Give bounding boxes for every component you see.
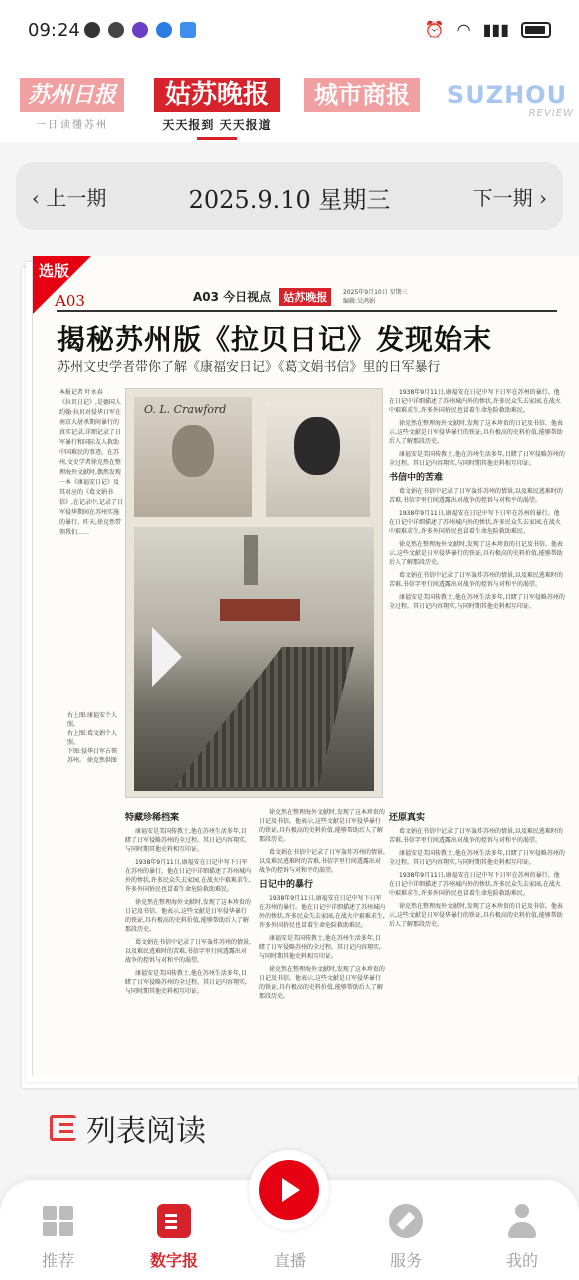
section-heading: 日记中的暴行 <box>259 880 314 890</box>
photo-signature: O. L. Crawford <box>144 403 227 416</box>
tab-label: 我的 <box>505 1251 538 1270</box>
article-paragraph: 葛文娟在书信中记录了日军轰炸苏州的情景,以及难民逃难时的苦难,书信字里行间透露出对战争的控诉与对和平的渴望。 <box>259 849 385 874</box>
paper-suzhou-review[interactable] <box>440 78 574 134</box>
section-heading: 书信中的苦难 <box>389 473 444 483</box>
photo-captions: 右上图:康福安个人照。 右上图:葛文娟个人照。 下图:侵华日军占领苏州。 徐克然供图 <box>67 712 118 764</box>
article-paragraph: 1938年9月11日,康福安在日记中写下日军在苏州的暴行。他在日记中详细描述了苏州城内外的惨状,许多民众失去家园,在战火中艰难求生,许多外国侨民也冒着生命危险救助难民。 <box>389 510 561 535</box>
article-paragraph: 葛文娟在书信中记录了日军轰炸苏州的情景,以及难民逃难时的苦难,书信字里行间透露出对战争的控诉与对和平的渴望。 <box>389 488 563 504</box>
photo-collage[interactable] <box>125 388 383 798</box>
selected-indicator <box>197 137 237 140</box>
battery-icon <box>521 22 551 38</box>
browser-icon <box>156 22 172 38</box>
flag-shape <box>152 627 182 687</box>
mail-icon <box>180 22 196 38</box>
article-headline[interactable]: 揭秘苏州版《拉贝日记》发现始末 <box>57 323 493 356</box>
tab-service[interactable] <box>366 1204 446 1271</box>
list-read-button[interactable] <box>50 1106 206 1150</box>
troops-shape <box>174 647 354 787</box>
paper-logo: 苏州日报 <box>20 78 124 112</box>
notification-icons <box>84 22 196 38</box>
list-icon <box>50 1115 76 1141</box>
section-heading: 特藏珍稀档案 <box>125 813 180 823</box>
article-right-column <box>389 388 565 615</box>
article-paragraph: 康福安是美国传教士,他在苏州生活多年,目睹了日军侵略苏州的全过程。其日记内容翔实,与同时期其他史料相互印证。 <box>259 935 381 960</box>
section-heading: 还原真实 <box>389 813 426 823</box>
article-paragraph: 徐克然在整理海外文献时,发现了这本珍贵的日记及书信。他表示,这些文献是日军侵华暴行的铁证,具有极高的史料价值,能够帮助后人了解那段历史。 <box>259 809 385 843</box>
tab-recommend[interactable] <box>18 1204 98 1271</box>
tab-digital-paper[interactable] <box>134 1204 214 1271</box>
historical-troops-photo <box>134 527 374 791</box>
signal-icon: ▮▮▮ <box>482 20 509 39</box>
newspaper-icon <box>157 1204 191 1238</box>
article-paragraph: 葛文娟在书信中记录了日军轰炸苏州的情景,以及难民逃难时的苦难,书信字里行间透露出对战争的控诉与对和平的渴望。 <box>389 828 563 844</box>
alarm-icon: ⏰ <box>424 20 445 39</box>
article-paragraph: 葛文娟在书信中记录了日军轰炸苏州的情景,以及难民逃难时的苦难,书信字里行间透露出对战争的控诉与对和平的渴望。 <box>389 572 563 588</box>
grid-icon <box>41 1204 75 1238</box>
portrait-photo-man <box>134 397 252 517</box>
tab-label: 推荐 <box>41 1251 74 1270</box>
article-paragraph: 徐克然在整理海外文献时,发现了这本珍贵的日记及书信。他表示,这些文献是日军侵华暴行的铁证,具有极高的史料价值,能够帮助后人了解那段历史。 <box>125 899 251 933</box>
previous-issue-button[interactable]: ‹ 上一期 <box>32 186 107 210</box>
list-read-label: 列表阅读 <box>86 1114 206 1149</box>
tab-label: 数字报 <box>149 1251 198 1270</box>
tab-label: 服务 <box>389 1251 422 1270</box>
article-right-bottom <box>389 808 565 933</box>
article-paragraph: 徐克然在整理海外文献时,发现了这本珍贵的日记及书信。他表示,这些文献是日军侵华暴行的铁证,具有极高的史料价值,能够帮助后人了解那段历史。 <box>259 966 385 1000</box>
article-column <box>259 808 385 1005</box>
article-paragraph: 康福安是美国传教士,他在苏州生活多年,目睹了日军侵略苏州的全过程。其日记内容翔实,与同时期其他史料相互印证。 <box>125 828 247 853</box>
mini-logo: 姑苏晚报 <box>279 288 331 306</box>
wifi-icon: ◠ <box>456 20 471 39</box>
article-paragraph: 康福安是美国传教士,他在苏州生活多年,目睹了日军侵略苏州的全过程。其日记内容翔实,与同时期其他史料相互印证。 <box>389 594 565 610</box>
article-paragraph: 徐克然在整理海外文献时,发现了这本珍贵的日记及书信。他表示,这些文献是日军侵华暴行的铁证,具有极高的史料价值,能够帮助后人了解那段历史。 <box>389 420 563 445</box>
live-play-button[interactable] <box>249 1150 329 1230</box>
article-paragraph: 葛文娟在书信中记录了日军轰炸苏州的情景,以及难民逃难时的苦难,书信字里行间透露出对战争的控诉与对和平的渴望。 <box>125 939 251 964</box>
article-paragraph: 1938年9月11日,康福安在日记中写下日军在苏州的暴行。他在日记中详细描述了苏州城内外的惨状,许多民众失去家园,在战火中艰难求生,许多外国侨民也冒着生命危险救助难民。 <box>389 872 561 897</box>
app-notify-icon <box>132 22 148 38</box>
paper-city-commerce[interactable] <box>304 78 420 134</box>
portrait-photo-woman <box>266 401 370 517</box>
issue-date-nav <box>16 162 563 230</box>
article-bottom-columns <box>125 808 385 1005</box>
section-title: A03 今日视点 <box>193 290 272 304</box>
tab-label: 直播 <box>273 1251 306 1270</box>
next-issue-button[interactable]: 下一期 › <box>472 186 547 210</box>
article-paragraph: 徐克然在整理海外文献时,发现了这本珍贵的日记及书信。他表示,这些文献是日军侵华暴行的铁证,具有极高的史料价值,能够帮助后人了解那段历史。 <box>389 903 563 928</box>
header-rule <box>57 310 557 312</box>
article-paragraph: 1938年9月11日,康福安在日记中写下日军在苏州的暴行。他在日记中详细描述了苏州城内外的惨状,许多民众失去家园,在战火中艰难求生,许多外国侨民也冒着生命危险救助难民。 <box>259 895 386 929</box>
article-lead-column: 本报记者 叶永春 《拉贝日记》,是德国人约翰·拉贝对侵华日军在南京大屠杀期间暴行的真实记录,详细记录了日军暴行和国际友人救助中国难民的事迹。在苏州,文史学者徐克然在整理海外文献时,偶然发现一本《康福安日记》及其对应的《葛文娟书信》,在记录中,记录了日军侵华期间在苏州实施的暴行。昨天,徐克然带领我们…… <box>59 389 123 536</box>
article-paragraph: 康福安是美国传教士,他在苏州生活多年,目睹了日军侵略苏州的全过程。其日记内容翔实,与同时期其他史料相互印证。 <box>389 850 565 866</box>
newspaper-page[interactable] <box>32 256 579 1076</box>
article-column <box>125 808 251 1005</box>
paper-logo: 姑苏晚报 <box>154 78 280 112</box>
tab-mine[interactable] <box>482 1204 562 1271</box>
page-number: A03 <box>55 292 85 310</box>
status-bar <box>0 0 579 60</box>
issue-meta: 2025年9月10日 星期三 编辑:吴鸿娟 <box>343 289 408 305</box>
user-icon <box>505 1204 539 1238</box>
paper-logo: SUZHOU <box>446 81 568 109</box>
status-time: 09:24 <box>28 20 80 41</box>
pagoda-shape <box>244 535 258 585</box>
issue-date[interactable]: 2025.9.10 星期三 <box>188 186 391 214</box>
play-icon <box>259 1160 319 1220</box>
roof-shape <box>220 599 300 621</box>
article-paragraph: 1938年9月11日,康福安在日记中写下日军在苏州的暴行。他在日记中详细描述了苏州城内外的惨状,许多民众失去家园,在战火中艰难求生,许多外国侨民也冒着生命危险救助难民。 <box>389 389 561 414</box>
paper-slogan: 天天报到 天天报道 <box>162 118 272 132</box>
article-paragraph: 徐克然在整理海外文献时,发现了这本珍贵的日记及书信。他表示,这些文献是日军侵华暴行的铁证,具有极高的史料价值,能够帮助后人了解那段历史。 <box>389 541 563 566</box>
chat-icon <box>84 22 100 38</box>
paper-gusu-evening[interactable] <box>154 78 280 134</box>
newspaper-selector <box>0 60 579 142</box>
section-header <box>193 288 331 306</box>
paper-slogan: 一日读懂苏州 <box>36 120 108 131</box>
page-select-label[interactable]: 选版 <box>39 262 70 280</box>
system-icons <box>425 20 551 39</box>
paper-suzhou-daily[interactable] <box>20 78 124 134</box>
compass-icon <box>389 1204 423 1238</box>
article-paragraph: 1938年9月11日,康福安在日记中写下日军在苏州的暴行。他在日记中详细描述了苏州城内外的惨状,许多民众失去家园,在战火中艰难求生,许多外国侨民也冒着生命危险救助难民。 <box>125 859 252 893</box>
article-paragraph: 康福安是美国传教士,他在苏州生活多年,目睹了日军侵略苏州的全过程。其日记内容翔实,与同时期其他史料相互印证。 <box>389 451 565 467</box>
article-subhead: 苏州文史学者带你了解《康福安日记》《葛文娟书信》里的日军暴行 <box>57 360 441 375</box>
paper-slogan: REVIEW <box>528 108 574 119</box>
wechat-icon <box>108 22 124 38</box>
article-paragraph: 康福安是美国传教士,他在苏州生活多年,目睹了日军侵略苏州的全过程。其日记内容翔实,与同时期其他史料相互印证。 <box>125 970 247 995</box>
paper-logo: 城市商报 <box>304 78 420 112</box>
